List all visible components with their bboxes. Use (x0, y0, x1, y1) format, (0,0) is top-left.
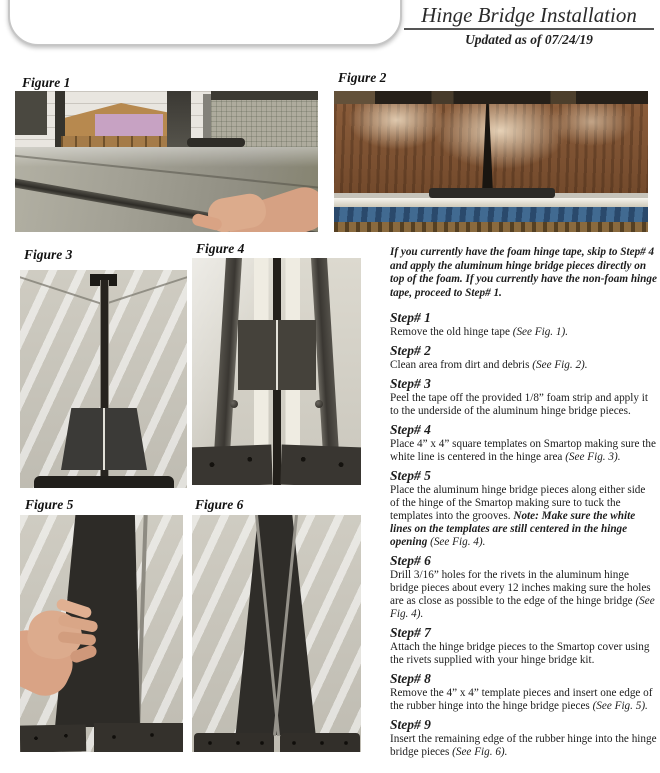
figure-3-label: Figure 3 (24, 247, 73, 262)
step-text: Place the aluminum hinge bridge pieces along either side of the hinge of the Smartop making sure to tuck the templates into the grooves. (390, 484, 646, 523)
figure-4-label: Figure 4 (196, 241, 245, 256)
photo-detail (187, 138, 245, 147)
photo-detail (15, 91, 318, 147)
photo-detail (230, 400, 238, 408)
step-3 (390, 376, 657, 418)
step-ref: (See Fig. 4). (390, 595, 655, 621)
step-text: Peel the tape off the provided 1/8” foam strip and apply it to the underside of the aluminum hinge bridge pieces. (390, 392, 648, 418)
step-9 (390, 717, 657, 759)
step-7 (390, 625, 657, 667)
instructions-column (390, 246, 657, 759)
intro-paragraph: If you currently have the foam hinge tape, skip to Step# 4 and apply the aluminum hinge bridge pieces directly on top of the foam. If you currently have the non-foam hinge tape, proceed to Step# 1. (390, 246, 657, 299)
step-heading: Step# 6 (390, 553, 431, 569)
photo-detail (34, 476, 174, 488)
photo-detail (334, 207, 648, 222)
photo-detail (15, 147, 318, 167)
photo-detail (334, 222, 648, 232)
figure-4-photo (192, 258, 361, 485)
step-note: Note: Make sure the white lines on the templates are still centered in the hinge opening (390, 510, 636, 549)
step-ref: (See Fig. 4). (430, 536, 486, 549)
step-body (390, 359, 657, 372)
step-heading: Step# 1 (390, 310, 431, 326)
figure-5-label: Figure 5 (25, 497, 74, 512)
photo-detail (103, 408, 105, 470)
figure-2-label: Figure 2 (338, 70, 387, 85)
step-heading: Step# 4 (390, 422, 431, 438)
step-body (390, 641, 657, 667)
photo-detail (15, 147, 318, 232)
step-body (390, 687, 657, 713)
photo-detail (429, 188, 555, 198)
step-body (390, 326, 657, 339)
step-heading: Step# 7 (390, 625, 431, 641)
step-text: Clean area from dirt and debris (390, 359, 533, 372)
photo-detail (211, 91, 318, 100)
header-title-block (404, 3, 654, 48)
step-body (390, 438, 657, 464)
step-text: Remove the old hinge tape (390, 326, 513, 339)
photo-detail (194, 733, 274, 752)
photo-detail (315, 400, 323, 408)
figure-1-photo (15, 91, 318, 232)
photo-detail (61, 136, 183, 147)
step-8 (390, 671, 657, 713)
step-5 (390, 468, 657, 549)
updated-date: Updated as of 07/24/19 (465, 32, 593, 47)
step-text: Insert the remaining edge of the rubber hinge into the hinge bridge pieces (390, 733, 657, 759)
step-body (390, 392, 657, 418)
figure-6-photo (192, 515, 361, 752)
photo-detail (61, 408, 147, 470)
step-6 (390, 553, 657, 621)
figure-5-photo (20, 515, 183, 752)
figure-6-label: Figure 6 (195, 497, 244, 512)
step-text: Attach the hinge bridge pieces to the Smartop cover using the rivets supplied with your hinge bridge kit. (390, 641, 650, 667)
photo-detail (94, 723, 183, 752)
photo-detail (334, 198, 648, 207)
step-ref: (See Fig. 2). (532, 359, 588, 372)
photo-detail (280, 733, 360, 752)
photo-detail (280, 445, 361, 485)
figure-2-photo (334, 91, 648, 232)
photo-detail (238, 320, 316, 390)
step-text: Remove the 4” x 4” template pieces and insert one edge of the rubber hinge into the hinge bridge pieces (390, 687, 653, 713)
step-heading: Step# 9 (390, 717, 431, 733)
step-ref: (See Fig. 6). (452, 746, 508, 759)
photo-detail (334, 91, 648, 104)
photo-detail (15, 91, 47, 135)
step-text: Place 4” x 4” square templates on Smartop making sure the white line is centered in the hinge area (390, 438, 656, 464)
page-title: Hinge Bridge Installation (404, 3, 654, 30)
step-body (390, 484, 657, 549)
figure-3-photo (20, 270, 187, 488)
photo-detail (192, 445, 273, 485)
step-text: Drill 3/16” holes for the rivets in the aluminum hinge bridge pieces about every 12 inches making sure the holes are as close as possible to the edge of the hinge bridge (390, 569, 651, 608)
figure-1-label: Figure 1 (22, 75, 71, 90)
step-1 (390, 310, 657, 339)
header-rounded-box (8, 0, 402, 46)
photo-detail (20, 724, 86, 752)
step-4 (390, 422, 657, 464)
step-2 (390, 343, 657, 372)
step-body (390, 569, 657, 621)
step-body (390, 733, 657, 759)
step-ref: (See Fig. 3). (565, 451, 621, 464)
step-ref: (See Fig. 5). (592, 700, 648, 713)
step-ref: (See Fig. 1). (512, 326, 569, 339)
photo-detail (276, 320, 278, 390)
step-heading: Step# 8 (390, 671, 431, 687)
step-heading: Step# 2 (390, 343, 431, 359)
step-heading: Step# 3 (390, 376, 431, 392)
step-heading: Step# 5 (390, 468, 431, 484)
